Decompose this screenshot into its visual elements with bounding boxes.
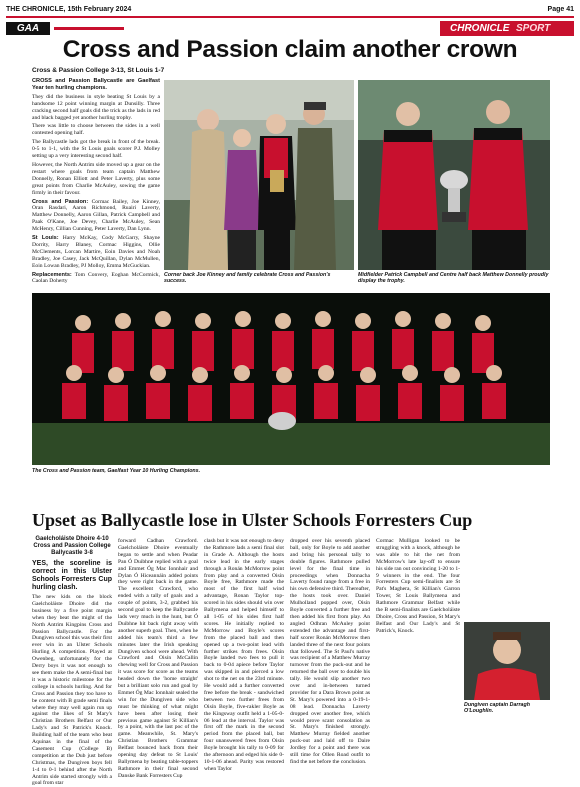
article1-paragraph: There was little to choose between the sides in a well contested opening half.: [32, 123, 160, 137]
article2-lead: YES, the scoreline is correct in this Ulster Schools Forresters Cup hurling clash.: [32, 560, 112, 591]
replacements: Tom Convery, Eoghan McCormick, Caolan Doherty: [32, 271, 160, 285]
result-line: Cross and Passion College: [33, 543, 111, 549]
result-line: Gaelcholáiste Dhoire 4-10: [35, 536, 109, 542]
masthead-rule: [6, 16, 574, 18]
result-byline: Cross & Passion College 3-13, St Louis 1-7: [32, 67, 165, 74]
trophy-photo-image: [358, 80, 550, 270]
team-photo-image: [32, 293, 550, 465]
article2-column-1: [32, 560, 112, 787]
lineup-label-cp: Cross and Passion:: [32, 198, 89, 205]
masthead: [6, 4, 574, 16]
masthead-paper-date: THE CHRONICLE, 15th February 2024: [6, 6, 132, 13]
gaa-logo-icon: GAA: [6, 22, 50, 35]
article2-column-5: [376, 538, 460, 668]
section-banner-sport: SPORT: [516, 23, 551, 34]
photo1-caption: Corner back Joe Kinney and family celebrate Cross and Passion's success.: [164, 272, 331, 285]
article2-col2-text: forward Cadhan Crawford. Gaelcholáiste Dhoire eventually began to settle and when Peadar Pan Ó Duibhne replied with a goal and Emmet Óg Mac Ionnhair and Dylan Ó Hiceannáin added points they were right back in the game. The excellent Crawford, who ended with a tally of goals and a couple of points, 3-2, grabbed his second goal to keep the Ballycastle lads very much in the hunt, but Ó Duibhne hit back right away with another superb goal. Then, when he added his team's third a few minutes later the Irish speaking Dungiven school were ahead. With Crawford and Oisín McCallin chewing well for Cross and Passion it was score for score as the teams headed down the 'home straight' but a brilliant solo run and goal by Emmet Óg Mac Ionnhair sealed the win for the Dungiven side who must be thinking of what might have been after losing their previous game against St Killian's by a point, with the last poc of the game. Meanwhile, St. Mary's Christian Brothers Grammar Belfast bounced back from their opening day defeat to St Louis' Ballymena by beating table-toppers Rathmore in their final second Danske Bank Forresters Cup: [118, 538, 199, 779]
photo3-caption: The Cross and Passion team, Gaelfast Year 10 Hurling Champions.: [32, 468, 201, 474]
article1-paragraph: They did the business in style beating St Louis by a handsome 12 point winning margin at Dunsilly. Three cracking second half goals did the trick as the lads in red and black bagged yet another hurling trophy.: [32, 93, 160, 121]
photo2-caption: Midfielder Patrick Campbell and Centre half back Matthew Donnelly proudly display the trophy.: [358, 272, 549, 285]
lineup-label-sl: St Louis:: [32, 235, 59, 242]
article2-column-2: [118, 538, 199, 779]
masthead-page-number: Page 41: [547, 6, 574, 13]
article1-paragraph: However, the North Antrim side moved up a gear on the restart where goals from team captain Matthew Donnelly, Ronan Elliott and Peter Laverty, plus some great points from Charlie McAuley, sowing the game firmly in their favour.: [32, 161, 160, 196]
result-line: Ballycastle 3-8: [51, 550, 93, 556]
article2-col3-text: clash but it was not enough to deny the Rathmore lads a semi final slot in Grade A. Although the hosts twice lead in the early stages through a Ronán McMorrow point from play and a converted Oisín Boyle free, Rathmore made the most of the first half wind advantage, Ronan Taylor top-scored in his sides should win over Ballymena and helped himself to all 1-05 of his sides first half scores. He initially replied to McMorrow and Boyle's scores from the placed ball and then opened up a two-point lead with further strikes from frees. Oisín Boyle landed two fees to pull it back to 0-04 apiece before Taylor was skipped in and pierced a low shot to the net on the 23rd minute. He would add a further converted free before the break - sandwiched between two further frees from Oisín Boyle, five-rakler Boyle as the Kingsway outfit held a 1-05-0-06 lead at the interval. Taylor was first off the mark in the second period from the placed ball, but four unanswered frees from Oisín Boyle brought his tally to 0-09 for the afternoon and edged his side 0-10-1-06 ahead. Parity was restored when Taylor: [204, 538, 284, 772]
article2-subheads: [32, 536, 112, 557]
gaa-section-logo: [6, 22, 126, 36]
photo4-caption: Dungiven captain Darragh O'Loughlin.: [464, 702, 530, 715]
article2-column-3: [204, 538, 284, 772]
photo-team: [32, 293, 550, 465]
photo-captain: [464, 622, 550, 700]
article2-col1-text: The new kids on the block Gaelcholáiste Dhoire did the business by a five point margin when they beat the might of the North Antrim Kingpins Cross and Passion Ballycastle. For the Dungiven school this was their first ever win in an Ulster Schools Hurling A competition. Played at Owenbeg, unfortunately for the Derry boys it was not enough to see them make the A semi-final but it was a historic milestone for the college in schools hurling. And for Cross and Passion they too have to be content with B grade semi finals where they may well again run up against the likes of St Mary's Christian Brothers Belfast or Our Lady's and St Patrick's Knock. Building half of the team who beat Aquinas in the final of the Casement Cup (College B) competition at the Dub just before Christmas, the Dungiven boys fell 1-4 to 0-1 behind after the North Antrim side started strongly with a goal from star: [32, 594, 112, 787]
second-headline: Upset as Ballycastle lose in Ulster Schools Forresters Cup: [32, 510, 473, 530]
captain-photo-image: [464, 622, 550, 700]
article1-column: [32, 78, 160, 290]
lineup-sl: Harry McKay, Cody McGarry, Shayne Dorrity, Harry Blaney, Cormac Higgins, Ollie McClements, Lorcan Martire, Eoin Davies and Noah Bradley, Joe Casey, Jack McQuillan, Dylan McMullen, Eoin Lowan Bradley, PJ Molloy, Emma McGuckian.: [32, 235, 160, 269]
photo-family: [164, 80, 354, 270]
lineup-cp: Cormac Bailey, Joe Kinney, Oran Rasdari, Aaron Richmond, Ruairi Laverty, Matthew Donnelly, Aaron Gillan, Patrick Campbell and Paak O'Kane, Joe Devey, Charlie McAuley, Sean McHenry, Cillian Cunning, Peter Laverty, Dan Lynn.: [32, 198, 160, 233]
gaa-stripe: [54, 27, 124, 30]
article1-lead: CROSS and Passion Ballycastle are Gaelfast Year ten hurling champions.: [32, 78, 160, 91]
article2-column-4: [290, 538, 370, 765]
photo-trophy: [358, 80, 550, 270]
family-photo-image: [164, 80, 354, 270]
article2-col5-text: Cormac Mulligan looked to be struggling with a knock, although he was able to hit the net from McMorrow's late lay-off to ensure his side ran out convincing 1-20 to 1-9 winners in the end. The four Forresters Cup semi-finalists are St Pat's Maghera, St Killian's Garron Tower, St Louis Ballymena and Rathmore Grammar Belfast while the B semi-finalists are Gaelcholáiste Dhoire, Cross and Passion, St Mary's Belfast and Our Lady's and St Patrick's, Knock.: [376, 538, 460, 634]
section-banner: [440, 21, 574, 36]
main-headline: Cross and Passion claim another crown: [62, 36, 518, 63]
replacements-label: Replacements:: [32, 271, 72, 278]
section-banner-chronicle: CHRONICLE: [450, 23, 510, 34]
article1-paragraph: The Ballycastle lads got the break in front of the break. 0-5 to 1-1, with the St Louis goals scorer P.J. Molley setting up a very interesting second half.: [32, 139, 160, 160]
article2-col4-text: dropped over his seventh placed ball, only for Boyle to add another and bring his personal tally to double figures. Rathmore pulled level for the final time in proceedings when Donnacha Laverty found range from a free in his own defensive third. Thereafter, the hosts took over. Daniel Mulholland popped over, Oisín Boyle converted a further free and then added his first from play. An angled Odhran McAuley point extended the advantage and first-half scorer Ronán McMorrow then landed three of the next four points that followed. The St Paul's native was recipient of a Matthew Murray turnover from the puck-out and he returned the ball over to double his tally. He would slip another two over and in-between turned provider for a Dara Brown point as St. Mary's powered into a 0-19-1-08 lead. Donnacha Laverty dropped over another free, which would prove scant consolation as St. Mary's finished strongly. Matthew Murray fielded another puck-out and laid off to Daire Jordley for a point and there was still time for Ollen Road outfit to find the net before the conclusion.: [290, 538, 370, 765]
